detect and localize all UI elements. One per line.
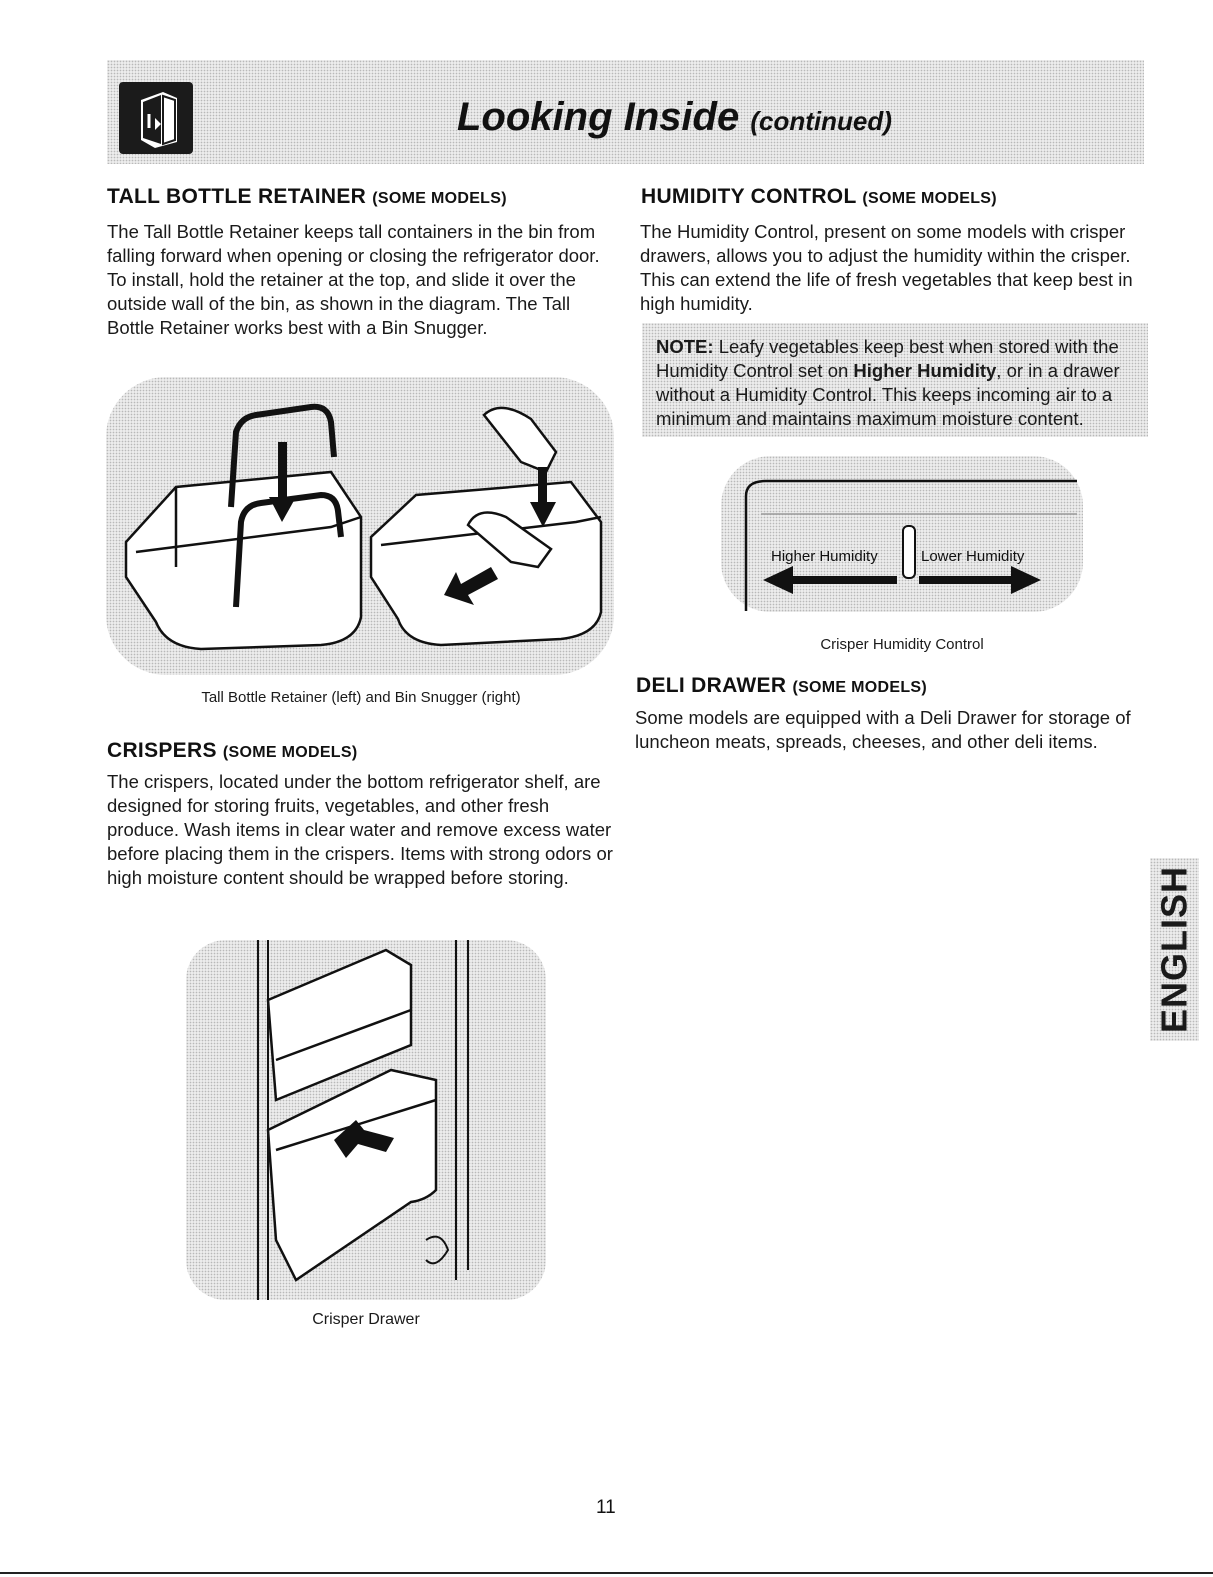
deli-body: Some models are equipped with a Deli Drawer for storage of luncheon meats, spreads, cheeses, and other deli items. [635, 707, 1131, 752]
deli-heading: DELI DRAWER (SOME MODELS) [636, 674, 928, 697]
tall-bottle-body: The Tall Bottle Retainer keeps tall containers in the bin from falling forward when opening or closing the refrigerator door. To install, hold the retainer at the top, and slide it over the outside wall of the bin, as shown in the diagram. The Tall Bottle Retainer works best with a Bin Snugger. [107, 221, 600, 338]
language-tab-label: ENGLISH [1153, 866, 1195, 1034]
tall-bottle-heading: TALL BOTTLE RETAINER (SOME MODELS) [107, 185, 507, 208]
refrigerator-icon [119, 82, 193, 154]
humidity-control-illustration [721, 456, 1083, 612]
note-box [642, 323, 1148, 437]
bottom-rule [0, 1572, 1213, 1574]
tall-bottle-caption: Tall Bottle Retainer (left) and Bin Snugger (right) [201, 689, 521, 706]
page-title: Looking Inside (continued) [457, 95, 892, 139]
humidity-caption: Crisper Humidity Control [820, 636, 984, 653]
crisper-drawer-caption: Crisper Drawer [312, 1311, 420, 1328]
crispers-heading: CRISPERS (SOME MODELS) [107, 739, 358, 762]
humidity-body: The Humidity Control, present on some models with crisper drawers, allows you to adjust the humidity within the crisper. This can extend the life of fresh vegetables that keep best in high humidity. [640, 221, 1133, 314]
page-number: 11 [596, 1497, 616, 1518]
tall-bottle-illustration [106, 377, 614, 675]
crisper-drawer-illustration [186, 940, 546, 1300]
language-tab [1150, 858, 1199, 1041]
crispers-body: The crispers, located under the bottom refrigerator shelf, are designed for storing fruits, vegetables, and other fresh produce. Wash items in clear water and remove excess water before placing them in the crispers. Items with strong odors or high moisture content should be wrapped before storing. [107, 771, 613, 888]
lower-humidity-label: Lower Humidity [921, 548, 1025, 565]
higher-humidity-label: Higher Humidity [771, 548, 878, 565]
note-text: NOTE: Leafy vegetables keep best when stored with the Humidity Control set on Higher Humidity, or in a drawer without a Humidity Control. This keeps incoming air to a minimum and maintains maximum moisture content. [656, 336, 1120, 429]
humidity-heading: HUMIDITY CONTROL (SOME MODELS) [641, 185, 997, 208]
header-banner [107, 60, 1144, 164]
